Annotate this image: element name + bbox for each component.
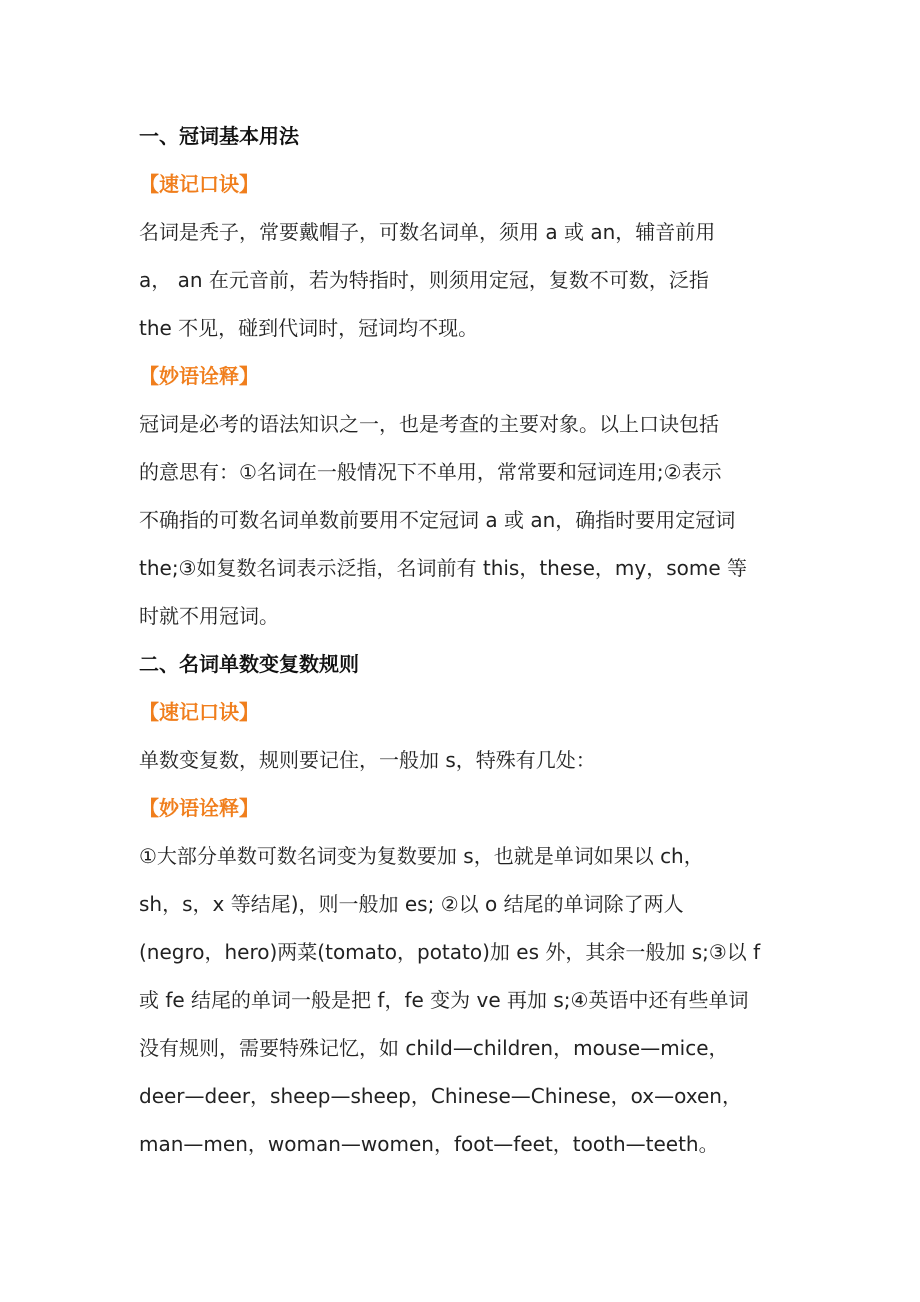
section-heading: 二、名词单数变复数规则 <box>139 652 359 676</box>
explain-line: 不确指的可数名词单数前要用不定冠词 a 或 an，确指时要用定冠词 <box>139 508 736 532</box>
mnemonic-line: a， an 在元音前，若为特指时，则须用定冠，复数不可数，泛指 <box>139 268 709 292</box>
explain-line: 或 fe 结尾的单词一般是把 f，fe 变为 ve 再加 s;④英语中还有些单词 <box>139 988 749 1012</box>
mnemonic-line: 名词是秃子，常要戴帽子，可数名词单，须用 a 或 an，辅音前用 <box>139 220 716 244</box>
explain-line: 时就不用冠词。 <box>139 604 279 628</box>
mnemonic-tag: 【速记口诀】 <box>139 172 259 196</box>
explain-line: deer—deer，sheep—sheep，Chinese—Chinese，ox—oxen， <box>139 1084 742 1108</box>
explain-line: (negro，hero)两菜(tomato，potato)加 es 外，其余一般加 s;③以 f <box>139 940 761 964</box>
document-page <box>139 112 799 1168</box>
explain-line: man—men，woman—women，foot—feet，tooth—teeth。 <box>139 1132 719 1156</box>
explain-line: sh，s，x 等结尾)，则一般加 es; ②以 o 结尾的单词除了两人 <box>139 892 684 916</box>
explain-tag: 【妙语诠释】 <box>139 796 259 820</box>
explain-tag: 【妙语诠释】 <box>139 364 259 388</box>
mnemonic-tag: 【速记口诀】 <box>139 700 259 724</box>
mnemonic-line: the 不见，碰到代词时，冠词均不现。 <box>139 316 479 340</box>
mnemonic-line: 单数变复数，规则要记住，一般加 s，特殊有几处： <box>139 748 596 772</box>
explain-line: ①大部分单数可数名词变为复数要加 s，也就是单词如果以 ch， <box>139 844 704 868</box>
explain-line: the;③如复数名词表示泛指，名词前有 this，these，my，some 等 <box>139 556 748 580</box>
explain-line: 冠词是必考的语法知识之一，也是考查的主要对象。以上口诀包括 <box>139 412 719 436</box>
section-heading: 一、冠词基本用法 <box>139 124 299 148</box>
explain-line: 的意思有：①名词在一般情况下不单用，常常要和冠词连用;②表示 <box>139 460 722 484</box>
explain-line: 没有规则，需要特殊记忆，如 child—children，mouse—mice， <box>139 1036 729 1060</box>
